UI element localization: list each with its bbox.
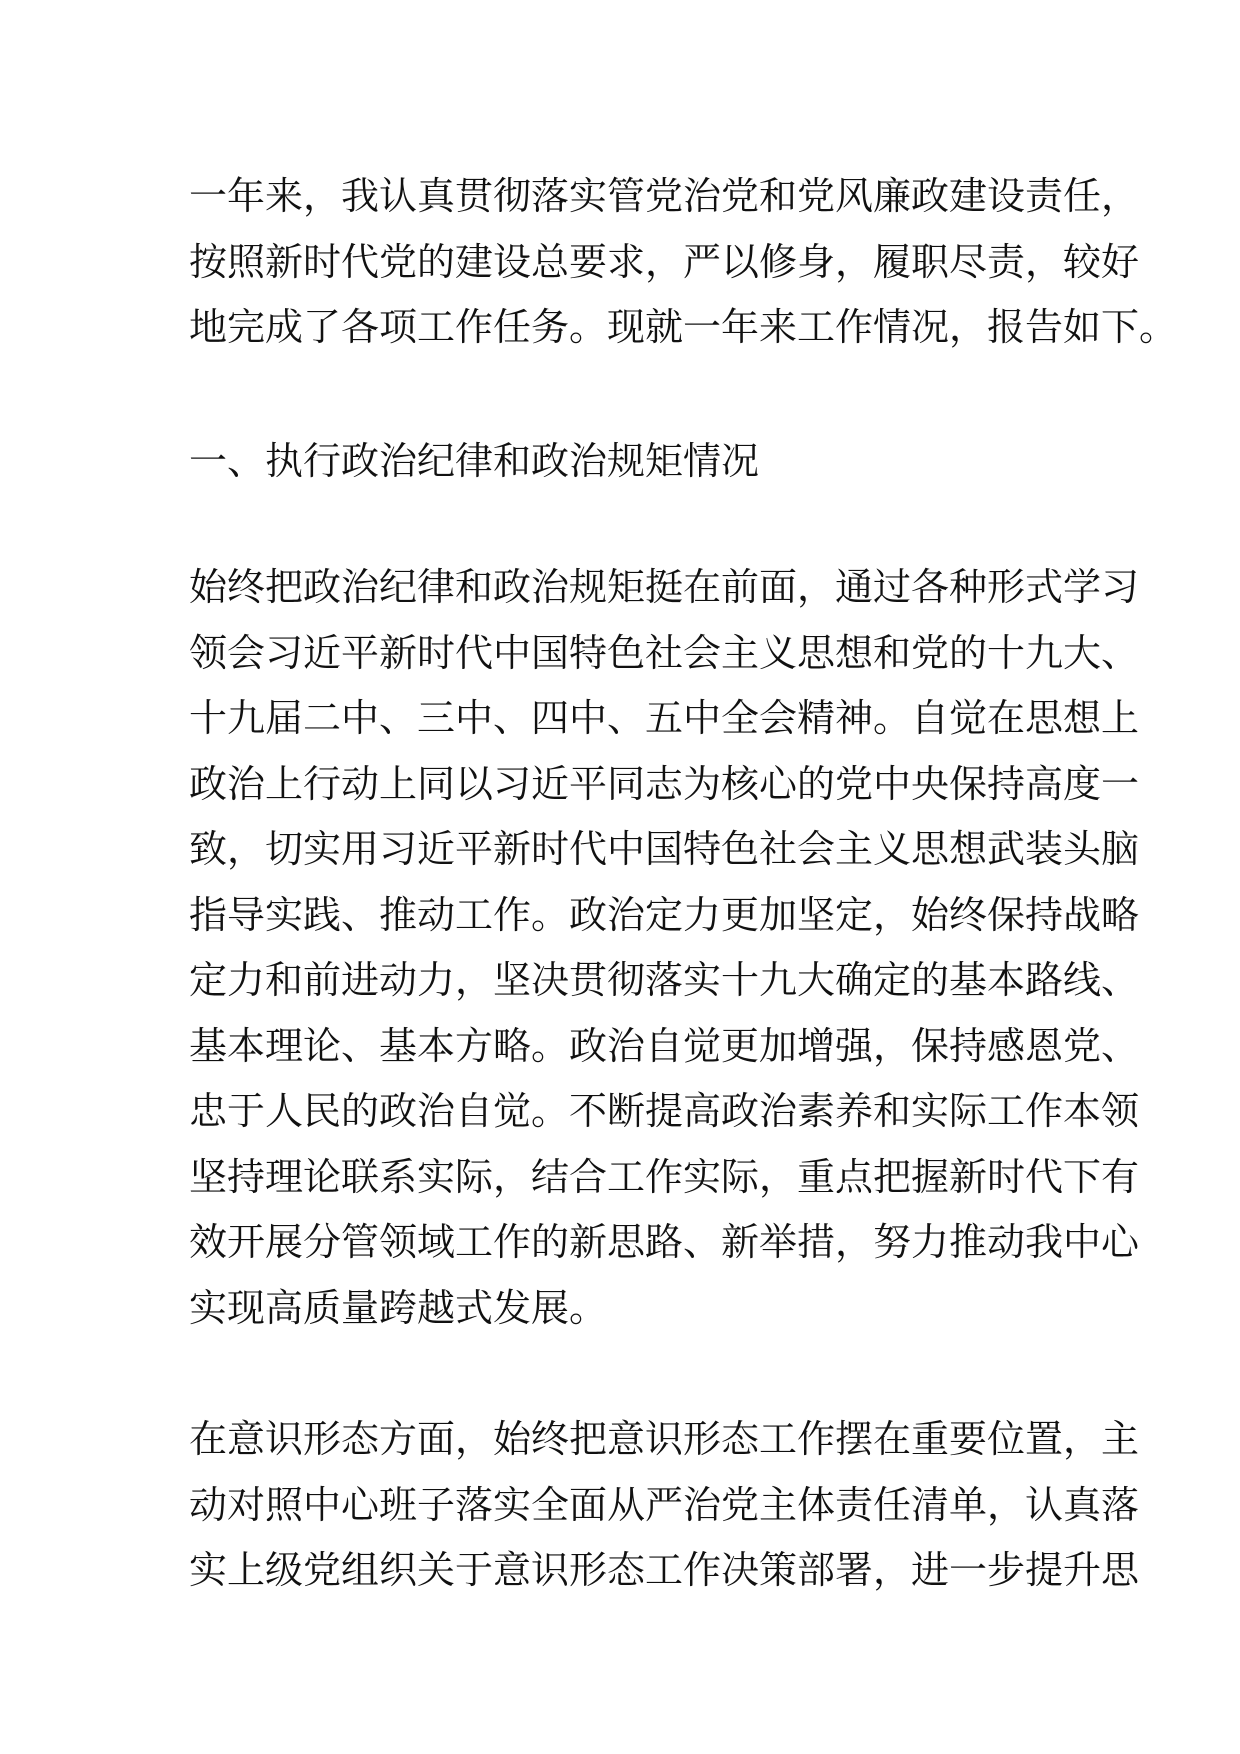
text-line: 十九届二中、三中、四中、五中全会精神。自觉在思想上 [189, 696, 1140, 740]
political-discipline-paragraph [189, 555, 1140, 1341]
text-line: 实上级党组织关于意识形态工作决策部署，进一步提升思 [189, 1548, 1140, 1592]
text-line: 实现高质量跨越式发展。 [189, 1285, 608, 1330]
text-line: 效开展分管领域工作的新思路、新举措，努力推动我中心 [189, 1220, 1140, 1264]
intro-paragraph [189, 164, 1178, 361]
text-line: 基本理论、基本方略。政治自觉更加增强，保持感恩党、 [189, 1023, 1140, 1068]
text-line: 定力和前进动力，坚决贯彻落实十九大确定的基本路线、 [189, 958, 1140, 1002]
text-line: 在意识形态方面，始终把意识形态工作摆在重要位置，主 [189, 1417, 1140, 1461]
text-line: 致，切实用习近平新时代中国特色社会主义思想武装头脑 [189, 827, 1140, 871]
ideology-paragraph [189, 1407, 1140, 1604]
section-heading: 一、执行政治纪律和政治规矩情况 [189, 439, 760, 483]
text-line: 忠于人民的政治自觉。不断提高政治素养和实际工作本领 [189, 1089, 1140, 1133]
text-line: 按照新时代党的建设总要求，严以修身，履职尽责，较好 [189, 239, 1140, 284]
text-line: 始终把政治纪律和政治规矩挺在前面，通过各种形式学习 [189, 565, 1140, 609]
text-line: 一年来，我认真贯彻落实管党治党和党风廉政建设责任， [189, 174, 1140, 218]
text-line: 坚持理论联系实际，结合工作实际，重点把握新时代下有 [189, 1154, 1140, 1199]
text-line: 领会习近平新时代中国特色社会主义思想和党的十九大、 [189, 630, 1140, 675]
text-line: 动对照中心班子落实全面从严治党主体责任清单，认真落 [189, 1482, 1140, 1527]
text-line: 政治上行动上同以习近平同志为核心的党中央保持高度一 [189, 761, 1140, 806]
text-line: 地完成了各项工作任务。现就一年来工作情况，报告如下。 [189, 305, 1178, 349]
section-heading-block [189, 429, 1051, 495]
text-line: 指导实践、推动工作。政治定力更加坚定，始终保持战略 [189, 892, 1140, 937]
